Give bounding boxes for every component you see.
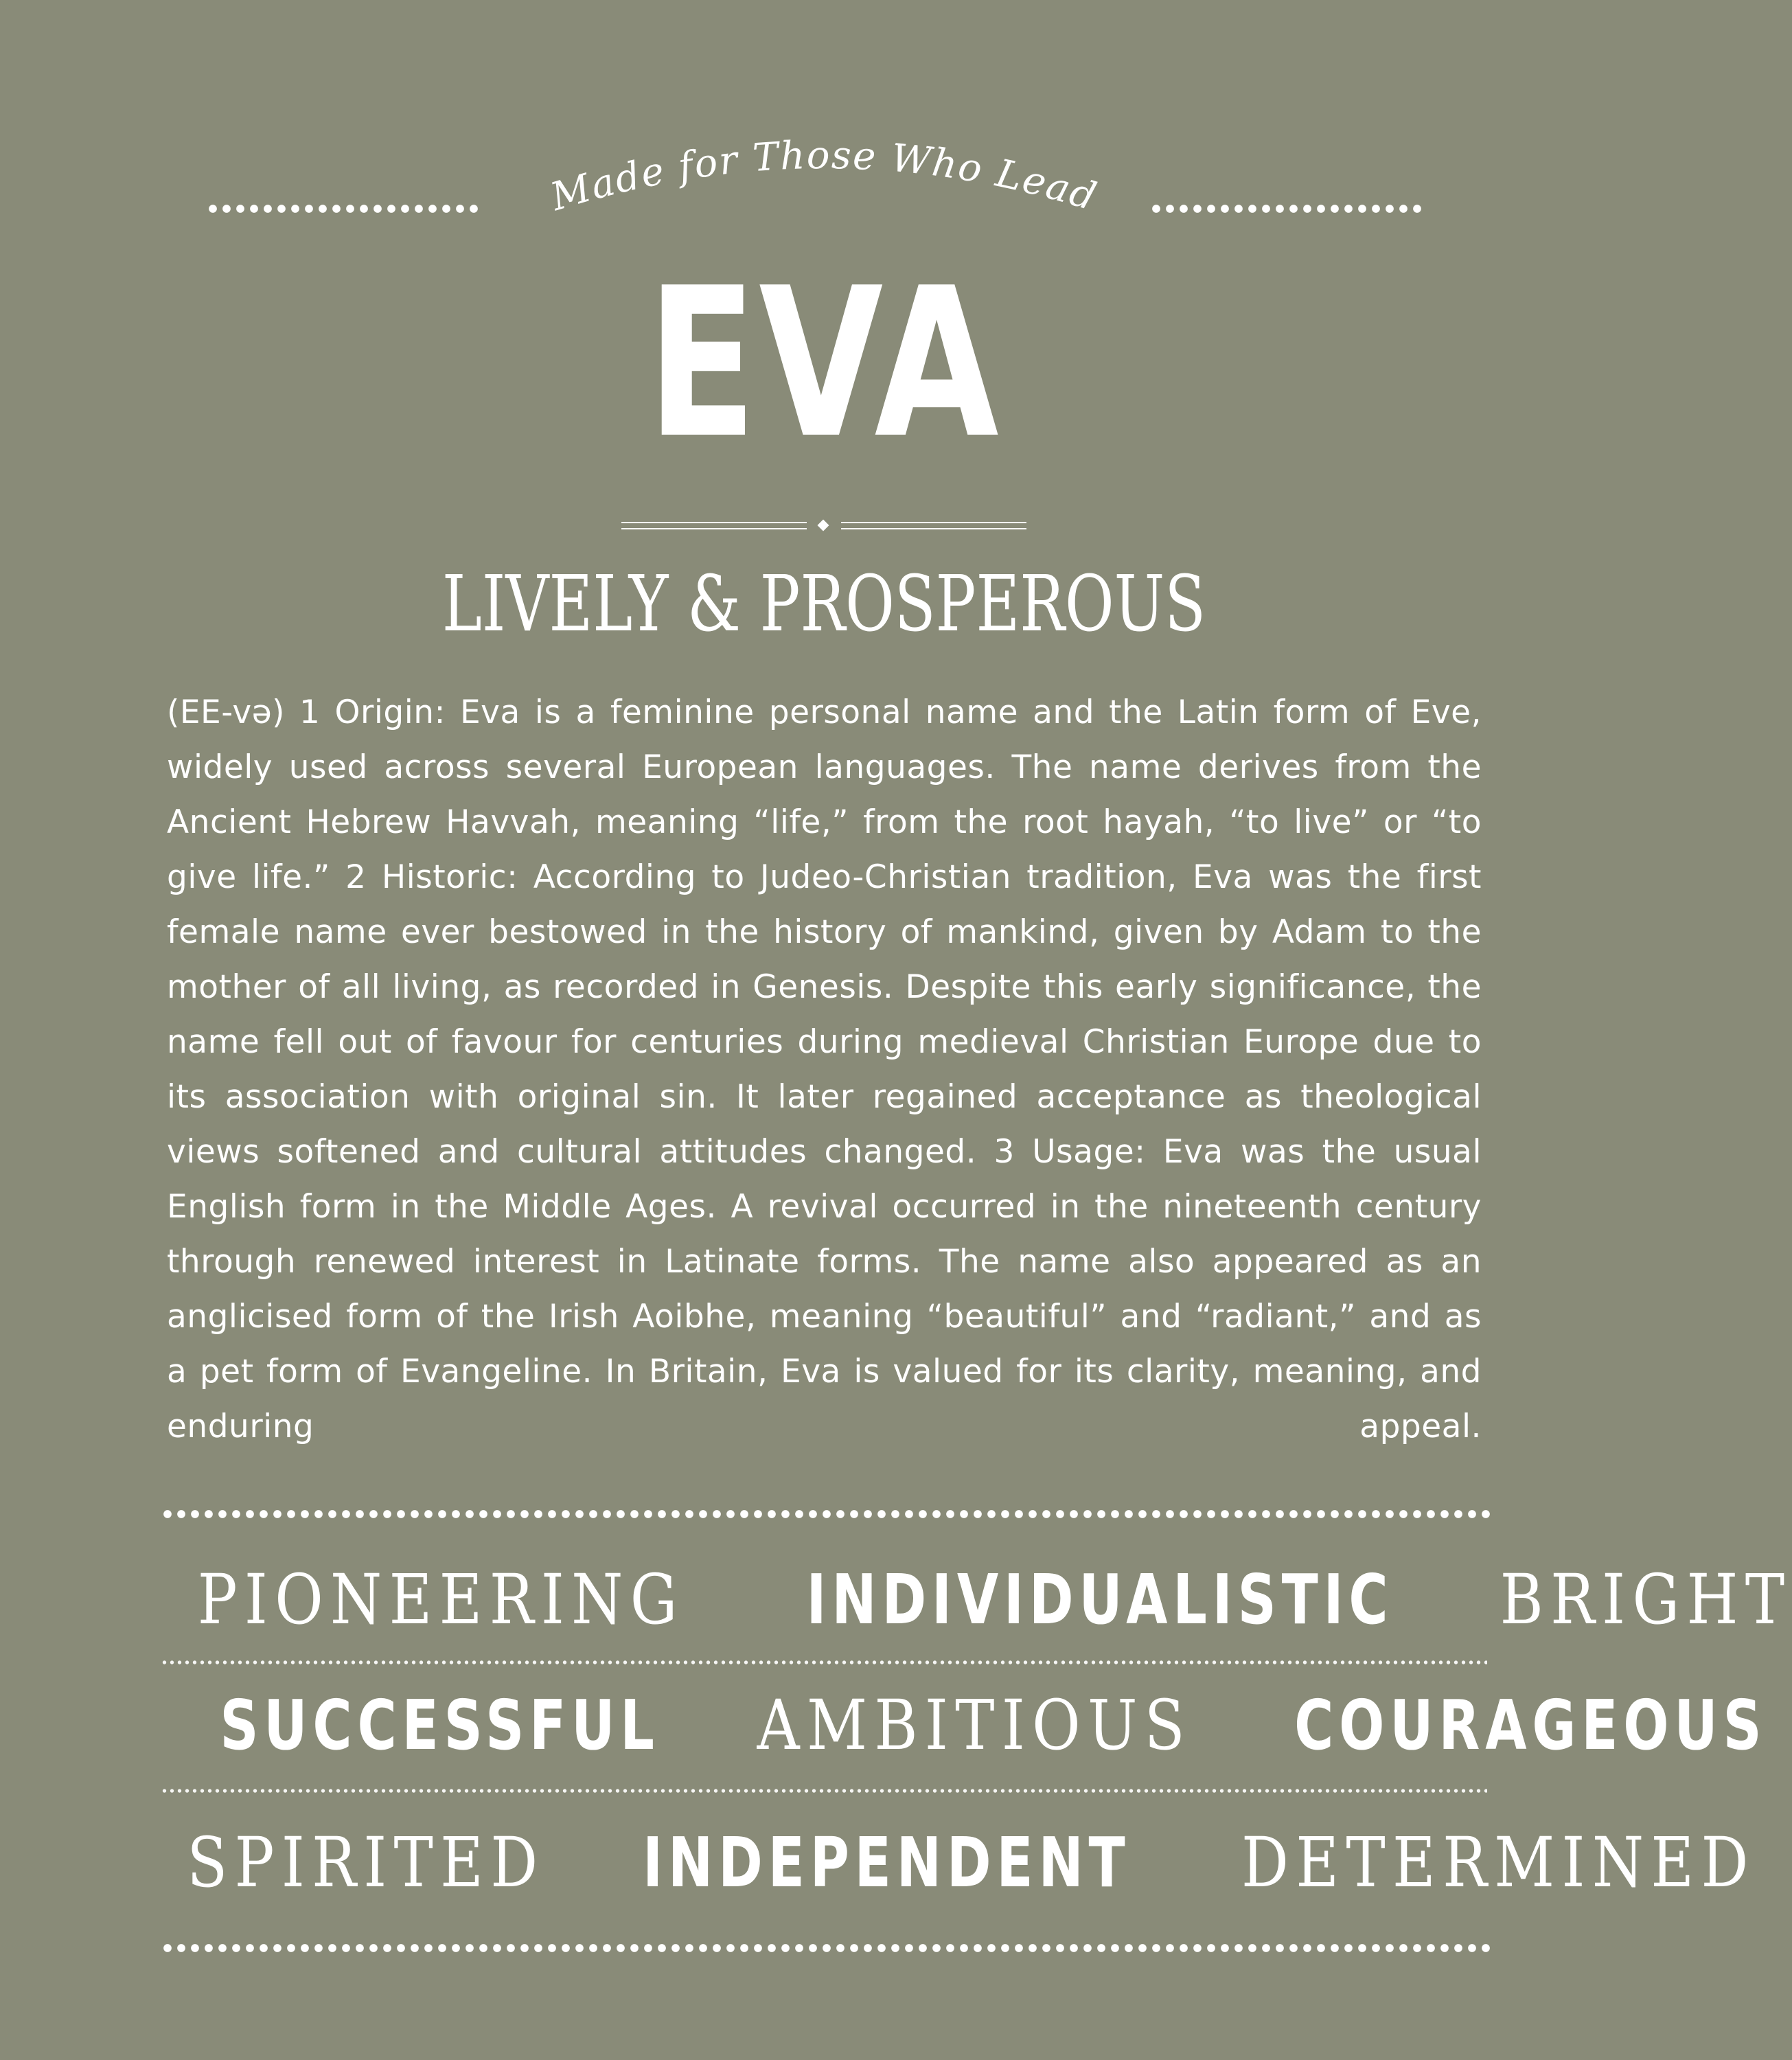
trait-word: SPIRITED — [187, 1822, 545, 1903]
traits-bottom-dotted-divider — [161, 1943, 1493, 1953]
trait-row-separator — [161, 1660, 1487, 1664]
trait-word: SUCCESSFUL — [220, 1685, 660, 1765]
trait-word: INDIVIDUALISTIC — [807, 1559, 1394, 1640]
ornament-line-left-top — [621, 522, 807, 523]
top-right-dotted-divider — [1149, 204, 1427, 214]
traits-top-dotted-divider — [161, 1509, 1493, 1519]
tagline-arc — [522, 110, 1126, 233]
ornament-line-right-bottom — [841, 528, 1026, 529]
trait-row-separator — [161, 1789, 1487, 1793]
ornament-diamond — [818, 520, 829, 531]
trait-row-3 — [158, 1818, 1756, 1908]
tagline-text: Made for Those Who Lead — [545, 133, 1103, 220]
trait-word: BRIGHT — [1500, 1559, 1792, 1640]
description-paragraph: (EE-və) 1 Origin: Eva is a feminine personal name and the Latin form of Eve, widely used across several European languages. The name derives from the Ancient Hebrew Havvah, meaning “life,” from the root hayah, “to live” or “to give life.” 2 Historic: According to Judeo-Christian tradition, Eva was the first female name ever bestowed in the history of mankind, given by Adam to the mother of all living, as recorded in Genesis. Despite this early significance, the name fell out of favour for centuries during medieval Christian Europe due to its association with original sin. It later regained acceptance as theological views softened and cultural attitudes changed. 3 Usage: Eva was the usual English form in the Middle Ages. A revival occurred in the nineteenth century through renewed interest in Latinate forms. The name also appeared as an anglicised form of the Irish Aoibhe, meaning “beautiful” and “radiant,” and as a pet form of Evangeline. In Britain, Eva is valued for its clarity, meaning, and enduring appeal. — [167, 694, 1482, 1445]
trait-word: DETERMINED — [1241, 1822, 1756, 1903]
ornament-divider — [621, 519, 1026, 533]
tagline — [545, 133, 1102, 220]
meaning-heading: LIVELY & PROSPEROUS — [441, 560, 1206, 649]
ornament-line-right-top — [841, 522, 1026, 523]
trait-word: PIONEERING — [197, 1559, 685, 1640]
trait-word: AMBITIOUS — [757, 1685, 1193, 1765]
trait-row-2 — [158, 1681, 1767, 1770]
trait-row-1 — [158, 1555, 1792, 1645]
top-left-dotted-divider — [206, 204, 483, 214]
trait-word: INDEPENDENT — [643, 1822, 1131, 1903]
ornament-line-left-bottom — [621, 528, 807, 529]
name-title: EVA — [647, 244, 1001, 483]
trait-word: COURAGEOUS — [1294, 1685, 1767, 1765]
